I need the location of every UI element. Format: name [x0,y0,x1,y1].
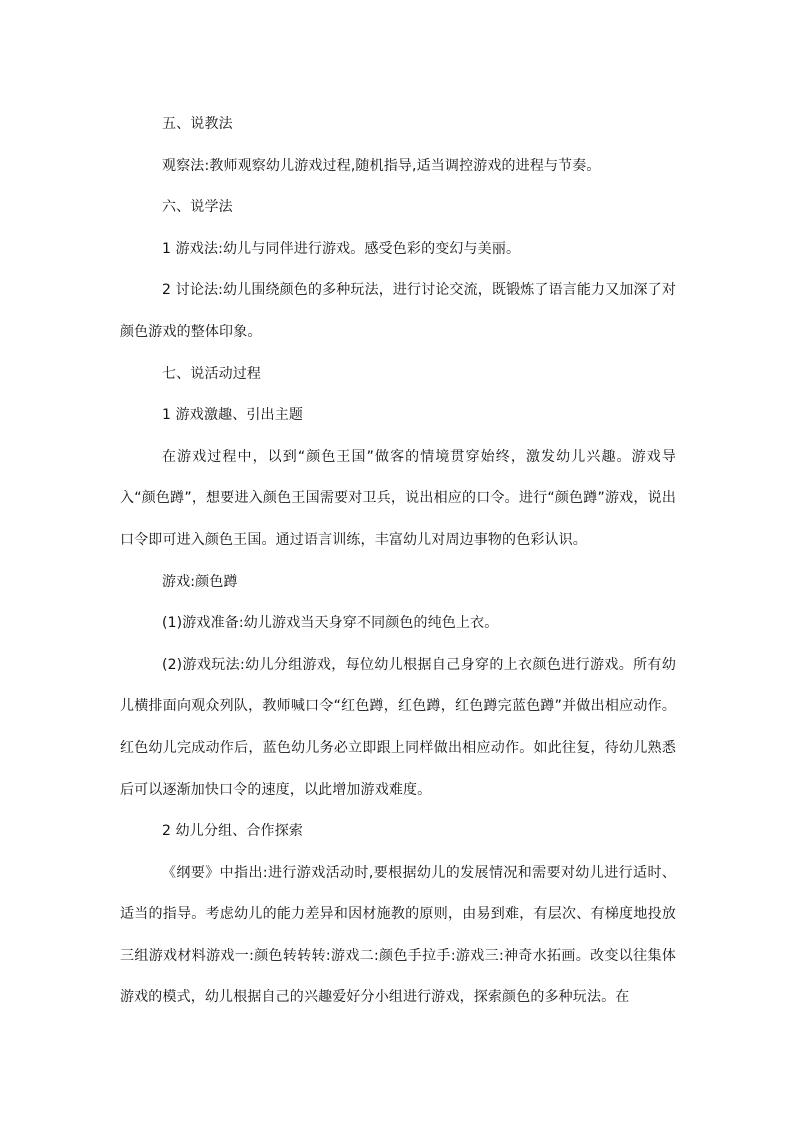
section-heading-learning-method: 六、说学法 [162,199,233,216]
subheading-game-intro: 1 游戏激趣、引出主题 [162,407,304,424]
paragraph-discussion-method: 2 讨论法:幼儿围绕颜色的多种玩法，进行讨论交流，既锻炼了语言能力又加深了对颜色游戏的整体印象。 [120,282,676,340]
paragraph-game-intro: 在游戏过程中，以到“颜色王国”做客的情境贯穿始终，激发幼儿兴趣。游戏导入“颜色蹲”，想要进入颜色王国需要对卫兵，说出相应的口令。进行“颜色蹲”游戏，说出口令即可进入颜色王国。通过语言训练，丰富幼儿对周边事物的色彩认识。 [120,448,676,548]
section-heading-activity-process: 七、说活动过程 [162,365,262,382]
subheading-group-exploration: 2 幼儿分组、合作探索 [162,823,304,840]
subheading-color-squat: 游戏:颜色蹲 [162,573,238,590]
section-heading-teaching-method: 五、说教法 [162,116,233,132]
paragraph-guideline-quote: 《纲要》中指出:进行游戏活动时,要根据幼儿的发展情况和需要对幼儿进行适时、适当的指导。考虑幼儿的能力差异和因材施教的原则，由易到难，有层次、有梯度地投放三组游戏材料游戏一:颜色转转转:游戏二:颜色手拉手:游戏三:神奇水拓画。改变以往集体游戏的模式，幼儿根据自己的兴趣爱好分小组进行游戏，探索颜色的多种玩法。在 [120,864,676,1006]
document-body [120,104,676,1019]
paragraph-game-rules: (2)游戏玩法:幼儿分组游戏，每位幼儿根据自己身穿的上衣颜色进行游戏。所有幼儿横排面向观众列队，教师喊口令“红色蹲，红色蹲，红色蹲完蓝色蹲”并做出相应动作。红色幼儿完成动作后，蓝色幼儿务必立即跟上同样做出相应动作。如此往复，待幼儿熟悉后可以逐渐加快口令的速度，以此增加游戏难度。 [120,656,676,798]
paragraph-game-preparation: (1)游戏准备:幼儿游戏当天身穿不同颜色的纯色上衣。 [162,615,499,632]
paragraph-observation-method: 观察法:教师观察幼儿游戏过程,随机指导,适当调控游戏的进程与节奏。 [162,157,601,174]
paragraph-game-method: 1 游戏法:幼儿与同伴进行游戏。感受色彩的变幻与美丽。 [162,240,521,257]
